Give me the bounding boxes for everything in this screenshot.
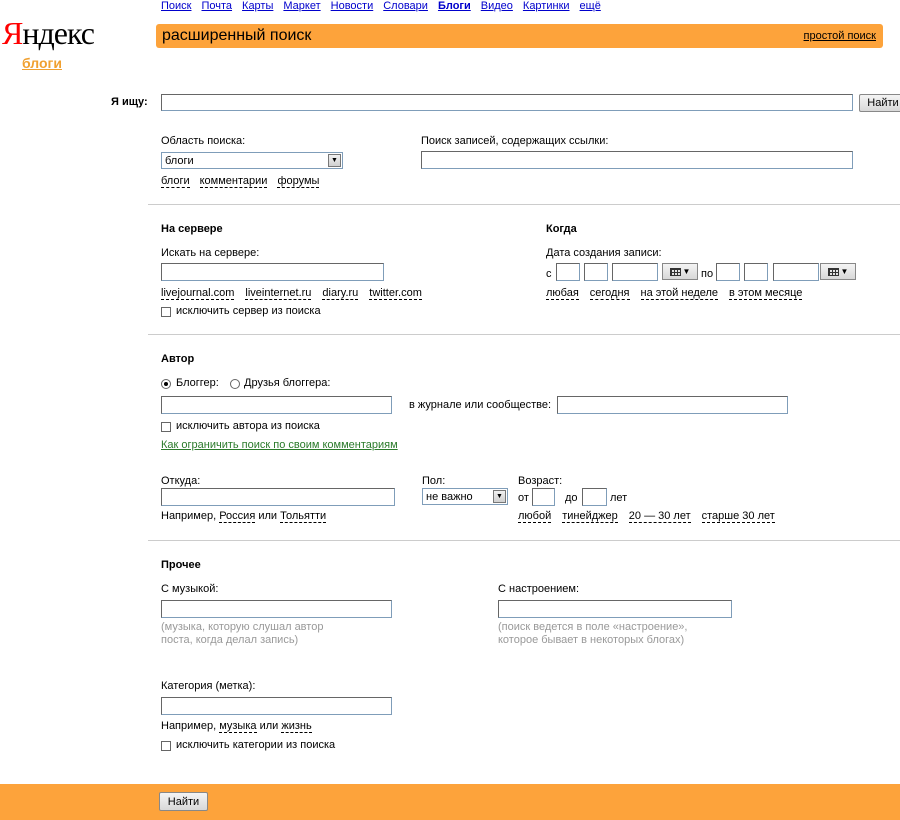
when-quick-any[interactable]: любая (546, 287, 579, 299)
divider (148, 204, 900, 205)
age-quick-20-30[interactable]: 20 — 30 лет (628, 510, 691, 522)
radio-friends-label: Друзья блоггера: (244, 377, 331, 389)
server-input[interactable] (161, 263, 384, 281)
mood-label: С настроением: (498, 583, 580, 595)
exclude-category-checkbox[interactable] (161, 741, 171, 751)
calendar-icon (670, 268, 681, 276)
date-to-day[interactable] (716, 263, 740, 281)
query-input[interactable] (161, 94, 853, 111)
category-input[interactable] (161, 697, 392, 715)
nav-item-7[interactable]: Видео (480, 0, 513, 12)
logo-blogs-link[interactable]: блоги (22, 55, 62, 71)
date-to-year[interactable] (773, 263, 819, 281)
scope-quick-forums[interactable]: форумы (277, 175, 320, 187)
scope-quick (161, 175, 319, 188)
community-input[interactable] (557, 396, 788, 414)
mood-input[interactable] (498, 600, 732, 618)
divider (148, 334, 900, 335)
music-hint-line2: поста, когда делал запись) (161, 634, 299, 646)
when-quick (546, 287, 802, 300)
category-example-or: или (259, 720, 279, 732)
footer-search-button[interactable]: Найти (159, 792, 208, 811)
age-from-label: от (518, 492, 529, 504)
when-label: Дата создания записи: (546, 247, 662, 259)
exclude-category-label: исключить категории из поиска (176, 739, 336, 751)
origin-example-prefix: Например, (161, 510, 217, 522)
music-hint-line1: (музыка, которую слушал автор (161, 621, 324, 633)
age-quick-teen[interactable]: тинейджер (562, 510, 618, 522)
category-example-life[interactable]: жизнь (281, 720, 312, 732)
query-label: Я ищу: (111, 96, 148, 108)
comments-help-link[interactable]: Как ограничить поиск по своим комментариям (161, 439, 398, 451)
age-unit-label: лет (610, 492, 628, 504)
age-to-input[interactable] (582, 488, 607, 506)
music-input[interactable] (161, 600, 392, 618)
origin-label: Откуда: (161, 475, 201, 487)
chevron-down-icon: ▼ (328, 154, 341, 167)
logo-first-letter: Я (2, 15, 23, 51)
community-label: в журнале или сообществе: (409, 399, 552, 411)
exclude-author-checkbox[interactable] (161, 422, 171, 432)
category-example-music[interactable]: музыка (219, 720, 257, 732)
exclude-author-label: исключить автора из поиска (176, 420, 320, 432)
other-heading: Прочее (161, 559, 201, 571)
age-quick-any[interactable]: любой (518, 510, 552, 522)
age-label: Возраст: (518, 475, 563, 487)
links-search-input[interactable] (421, 151, 853, 169)
music-label: С музыкой: (161, 583, 219, 595)
scope-label: Область поиска: (161, 135, 246, 147)
radio-blogger-label: Блоггер: (176, 377, 219, 389)
origin-example-russia[interactable]: Россия (219, 510, 256, 522)
radio-blogger[interactable] (161, 379, 171, 389)
category-label: Категория (метка): (161, 680, 256, 692)
scope-quick-blogs[interactable]: блоги (161, 175, 190, 187)
scope-select-value: блоги (165, 154, 194, 167)
radio-friends[interactable] (230, 379, 240, 389)
gender-select-value: не важно (426, 490, 473, 503)
server-quick-liveinternet[interactable]: liveinternet.ru (245, 287, 312, 299)
exclude-server-checkbox[interactable] (161, 307, 171, 317)
origin-example (161, 510, 326, 522)
when-quick-week[interactable]: на этой неделе (640, 287, 719, 299)
server-quick-twitter[interactable]: twitter.com (369, 287, 422, 299)
category-example (161, 720, 312, 732)
nav-item-6[interactable]: Блоги (437, 0, 471, 12)
author-input[interactable] (161, 396, 392, 414)
nav-item-2[interactable]: Карты (242, 0, 274, 12)
when-quick-month[interactable]: в этом месяце (729, 287, 803, 299)
yandex-logo[interactable] (2, 16, 94, 50)
age-to-label: до (565, 492, 578, 504)
top-nav (161, 0, 601, 12)
nav-item-9[interactable]: ещё (579, 0, 601, 12)
date-to-month[interactable] (744, 263, 768, 281)
date-to-calendar-button[interactable] (820, 263, 856, 280)
origin-input[interactable] (161, 488, 395, 506)
server-quick (161, 287, 422, 300)
date-from-calendar-button[interactable] (662, 263, 698, 280)
chevron-down-icon: ▼ (682, 267, 691, 276)
logo-rest: ндекс (22, 15, 94, 51)
server-quick-livejournal[interactable]: livejournal.com (161, 287, 235, 299)
nav-item-4[interactable]: Новости (330, 0, 374, 12)
query-search-button[interactable]: Найти (859, 94, 900, 112)
date-to-label: по (701, 268, 714, 280)
nav-item-0[interactable]: Поиск (161, 0, 192, 12)
age-from-input[interactable] (532, 488, 555, 506)
calendar-icon (828, 268, 839, 276)
age-quick (518, 510, 775, 523)
nav-item-3[interactable]: Маркет (283, 0, 321, 12)
author-heading: Автор (161, 353, 195, 365)
server-heading: На сервере (161, 223, 223, 235)
header-bar (156, 24, 883, 48)
page-title: расширенный поиск (162, 27, 312, 44)
scope-quick-comments[interactable]: комментарии (199, 175, 268, 187)
date-from-label: с (546, 268, 552, 280)
chevron-down-icon: ▼ (493, 490, 506, 503)
exclude-server-label: исключить сервер из поиска (176, 305, 321, 317)
links-search-label: Поиск записей, содержащих ссылки: (421, 135, 609, 147)
divider (148, 540, 900, 541)
origin-example-or: или (258, 510, 278, 522)
simple-search-link[interactable]: простой поиск (803, 30, 876, 42)
chevron-down-icon: ▼ (840, 267, 849, 276)
origin-example-tolyatti[interactable]: Тольятти (280, 510, 327, 522)
age-quick-30plus[interactable]: старше 30 лет (701, 510, 775, 522)
footer-bar (0, 784, 900, 820)
server-label: Искать на сервере: (161, 247, 260, 259)
when-heading: Когда (546, 223, 577, 235)
gender-label: Пол: (422, 475, 446, 487)
mood-hint-line2: которое бывает в некоторых блогах) (498, 634, 685, 646)
gender-select[interactable] (422, 488, 508, 505)
nav-item-5[interactable]: Словари (383, 0, 428, 12)
server-quick-diary[interactable]: diary.ru (322, 287, 359, 299)
nav-item-8[interactable]: Картинки (522, 0, 570, 12)
date-from-day[interactable] (556, 263, 580, 281)
scope-select[interactable] (161, 152, 343, 169)
date-from-month[interactable] (584, 263, 608, 281)
nav-item-1[interactable]: Почта (201, 0, 233, 12)
date-from-year[interactable] (612, 263, 658, 281)
mood-hint-line1: (поиск ведется в поле «настроение», (498, 621, 688, 633)
category-example-prefix: Например, (161, 720, 217, 732)
when-quick-today[interactable]: сегодня (589, 287, 630, 299)
